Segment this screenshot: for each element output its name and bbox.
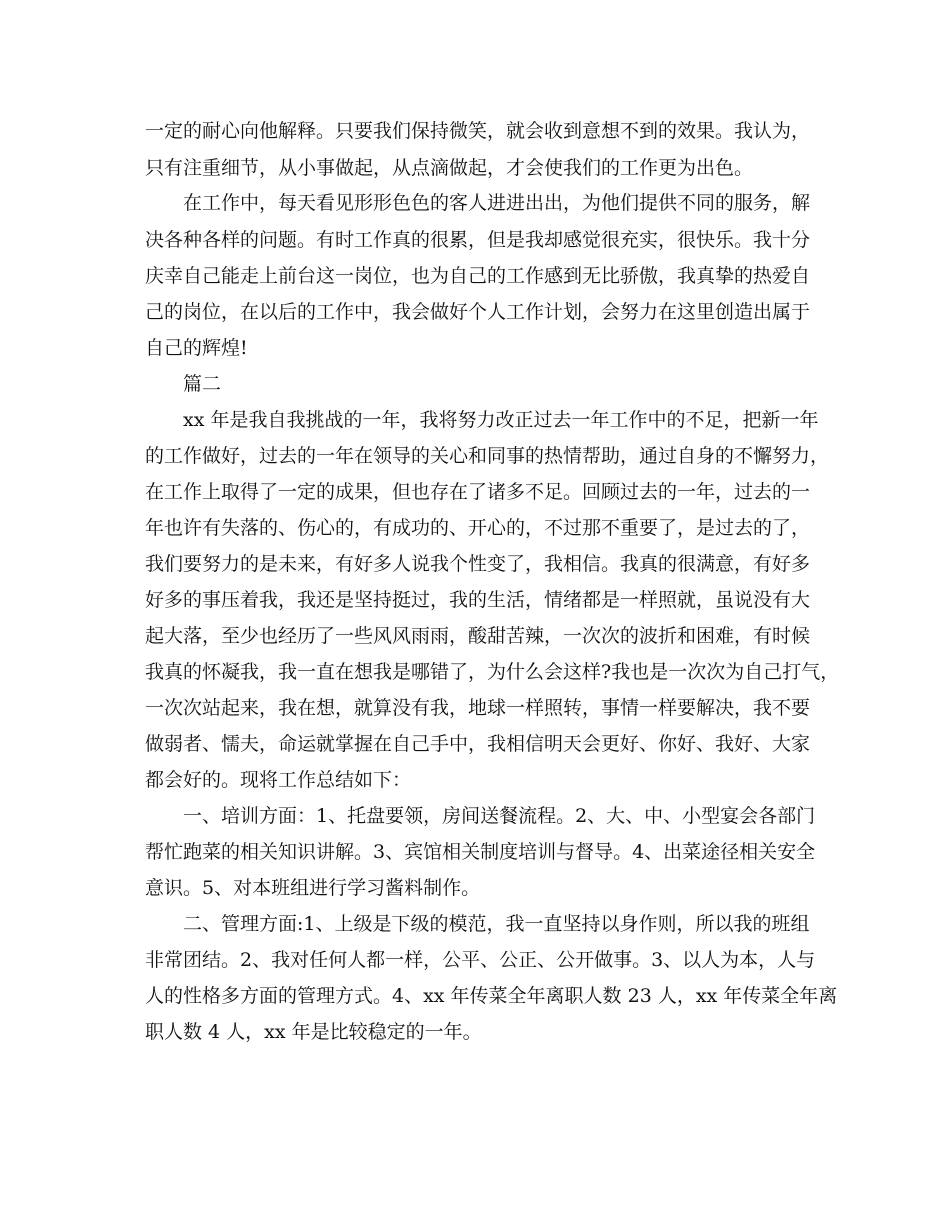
text-line: 一、培训方面：1、托盘要领，房间送餐流程。2、大、中、小型宴会各部门 (183, 805, 816, 827)
text-line: 一次次站起来，我在想，就算没有我，地球一样照转，事情一样要解决，我不要 (145, 697, 811, 719)
text-line: 只有注重细节，从小事做起，从点滴做起，才会使我们的工作更为出色。 (145, 157, 754, 179)
text-line: 起大落，至少也经历了一些风风雨雨，酸甜苦辣，一次次的波折和困难，有时候 (145, 625, 811, 647)
text-line: 帮忙跑菜的相关知识讲解。3、宾馆相关制度培训与督导。4、出菜途径相关安全 (145, 841, 816, 863)
text-line: 好多的事压着我，我还是坚持挺过，我的生活，情绪都是一样照就，虽说没有大 (145, 589, 811, 611)
text-line: 自己的辉煌! (145, 337, 248, 359)
text-line: xx 年是我自我挑战的一年，我将努力改正过去一年工作中的不足，把新一年 (183, 409, 819, 431)
text-line: 做弱者、懦夫，命运就掌握在自己手中，我相信明天会更好、你好、我好、大家 (145, 733, 811, 755)
text-line: 庆幸自己能走上前台这一岗位，也为自己的工作感到无比骄傲，我真挚的热爱自 (145, 265, 811, 287)
text-line: 人的性格多方面的管理方式。4、xx 年传菜全年离职人数 23 人，xx 年传菜全年离 (145, 985, 838, 1007)
text-line: 非常团结。2、我对任何人都一样，公平、公正、公开做事。3、以人为本，人与 (145, 949, 816, 971)
text-line: 都会好的。现将工作总结如下： (145, 769, 412, 791)
text-line: 年也许有失落的、伤心的，有成功的、开心的，不过那不重要了，是过去的了， (145, 517, 811, 539)
text-line: 二、管理方面:1、上级是下级的模范，我一直坚持以身作则，所以我的班组 (183, 913, 810, 935)
text-line: 职人数 4 人，xx 年是比较稳定的一年。 (145, 1021, 482, 1043)
text-line: 我真的怀凝我，我一直在想我是哪错了，为什么会这样?我也是一次次为自己打气， (145, 661, 840, 683)
text-line: 我们要努力的是未来，有好多人说我个性变了，我相信。我真的很满意，有好多 (145, 553, 811, 575)
section-heading: 篇二 (183, 373, 222, 395)
text-line: 在工作上取得了一定的成果，但也存在了诸多不足。回顾过去的一年，过去的一 (145, 481, 811, 503)
text-line: 决各种各样的问题。有时工作真的很累，但是我却感觉很充实，很快乐。我十分 (145, 229, 811, 251)
text-line: 己的岗位，在以后的工作中，我会做好个人工作计划，会努力在这里创造出属于 (145, 301, 811, 323)
text-line: 在工作中，每天看见形形色色的客人进进出出，为他们提供不同的服务，解 (183, 192, 811, 214)
text-line: 一定的耐心向他解释。只要我们保持微笑，就会收到意想不到的效果。我认为， (145, 120, 811, 142)
text-line: 意识。5、对本班组进行学习酱料制作。 (145, 877, 481, 899)
text-line: 的工作做好，过去的一年在领导的关心和同事的热情帮助，通过自身的不懈努力， (145, 445, 830, 467)
